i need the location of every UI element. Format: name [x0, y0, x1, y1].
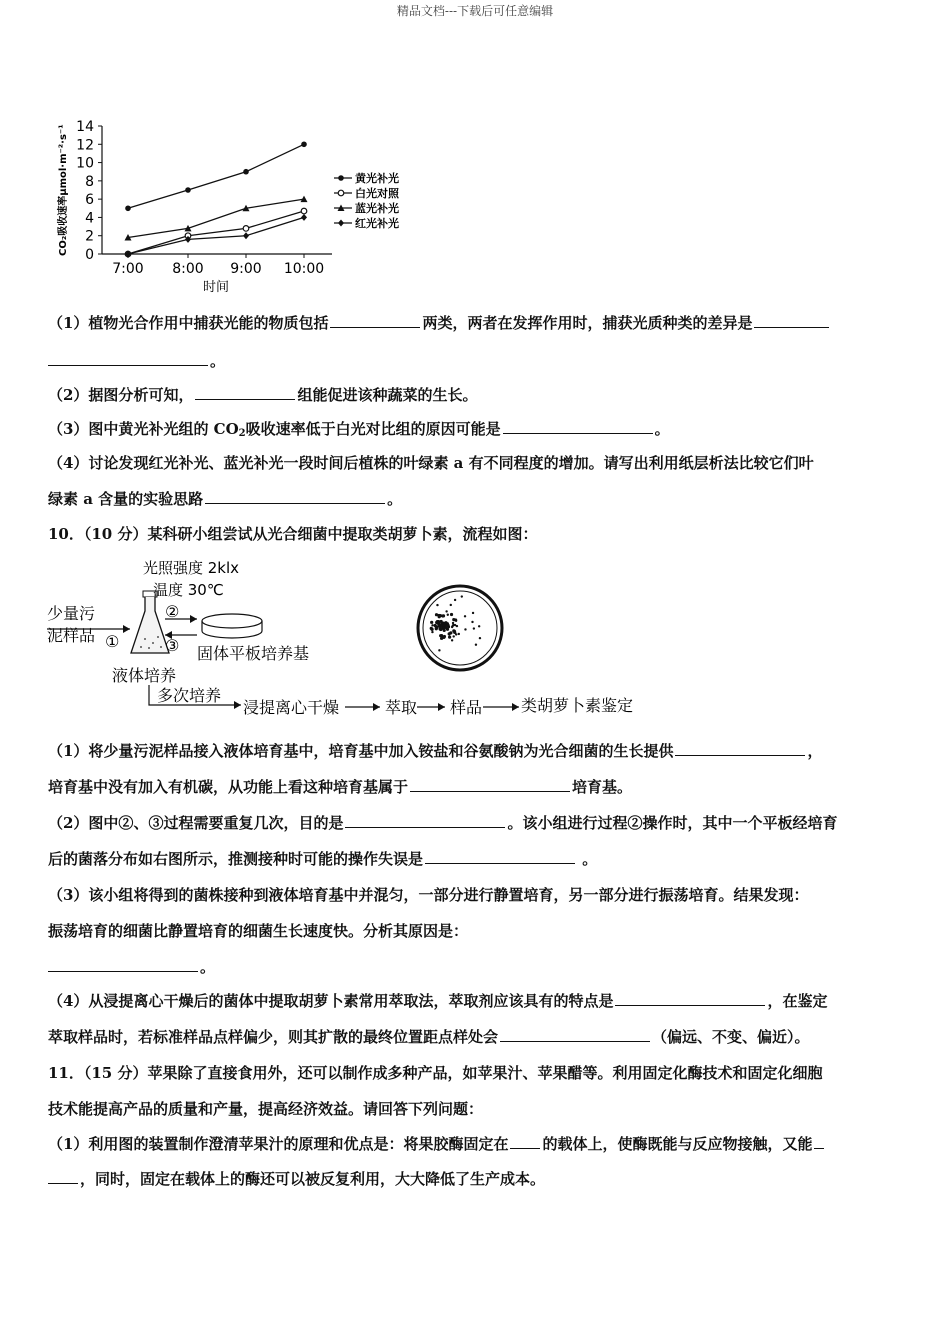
- blank[interactable]: [195, 386, 295, 400]
- colony-dot: [440, 624, 442, 626]
- q10-part3: （3）该小组将得到的菌株接种到液体培育基中并混匀，一部分进行静置培育，另一部分进行振荡培育。结果发现：: [48, 886, 809, 904]
- x-tick-label: 8:00: [172, 261, 204, 277]
- q10-p4-text-c: 萃取样品时，若标准样品点样偏少，则其扩散的最终位置距点样处会: [48, 1028, 499, 1046]
- data-point: [125, 205, 131, 211]
- multi-label: 多次培养: [157, 686, 222, 705]
- blank[interactable]: [205, 490, 385, 504]
- colony-dot: [449, 631, 452, 634]
- colony-dot: [441, 621, 443, 623]
- light-label: 光照强度 2klx: [143, 559, 240, 577]
- colony-dot: [443, 635, 446, 638]
- colony-dot: [464, 628, 466, 630]
- q9-p2-text-b: 组能促进该种蔬菜的生长。: [297, 386, 478, 404]
- y-tick-label: 2: [85, 228, 94, 245]
- x-tick-label: 7:00: [112, 261, 144, 277]
- q9-part3: [48, 418, 670, 439]
- data-point: [301, 214, 307, 221]
- colony-dot: [430, 621, 433, 624]
- q10-p2-text-b: 。该小组进行过程②操作时，其中一个平板经培育: [507, 814, 838, 832]
- q9-p4-text-b: 绿素 a 含量的实验思路: [48, 490, 204, 508]
- data-point: [243, 169, 249, 175]
- colony-dot: [471, 621, 473, 623]
- step-2: ②: [165, 602, 180, 621]
- q10-p4-text-d: （偏远、不变、偏近）。: [652, 1028, 810, 1046]
- colony-dot: [455, 633, 457, 635]
- x-axis-label: 时间: [202, 280, 230, 295]
- colony-dot: [458, 633, 460, 635]
- series-line: [128, 144, 304, 208]
- flow-step-4: 类胡萝卜素鉴定: [521, 696, 634, 715]
- blank[interactable]: [48, 958, 198, 972]
- q9-part1: [48, 312, 831, 333]
- colony-dot: [479, 637, 481, 639]
- y-axis-label: CO₂吸收速率μmol·m⁻²·s⁻¹: [58, 124, 69, 256]
- colony-dot: [435, 613, 438, 616]
- q10-p1-text-b: ，: [807, 742, 823, 760]
- colony-dot: [453, 635, 455, 637]
- q10-part4: [48, 990, 827, 1011]
- colony-dot: [450, 604, 452, 606]
- co2-line-chart: [50, 108, 430, 298]
- petri-dish-icon: [202, 614, 262, 638]
- colony-dot: [451, 639, 453, 641]
- blank[interactable]: [754, 314, 829, 328]
- legend-label: 红光补光: [355, 217, 399, 230]
- q10-p1-text-d: 培育基。: [572, 778, 633, 796]
- data-point: [301, 141, 307, 147]
- y-tick-label: 6: [85, 192, 94, 209]
- q10-part2-cont: [48, 848, 597, 869]
- q11-p1-text-b: 的载体上，使酶既能与反应物接触，又能: [542, 1135, 813, 1153]
- step-1: ①: [105, 632, 120, 651]
- flow-step-1: 浸提离心干燥: [243, 698, 340, 717]
- q11-p1-text-a: （1）利用图的装置制作澄清苹果汁的原理和优点是：将果胶酶固定在: [48, 1135, 509, 1153]
- colony-dot: [450, 613, 453, 616]
- q11-part1: [48, 1133, 826, 1154]
- legend-label: 蓝光补光: [355, 202, 399, 215]
- q9-p3-text-c: 。: [654, 420, 670, 438]
- x-tick-label: 10:00: [283, 261, 325, 277]
- blank[interactable]: [48, 1170, 78, 1184]
- blank[interactable]: [814, 1135, 824, 1149]
- colony-dot: [452, 622, 454, 624]
- q10-p2-text-d: 。: [577, 850, 598, 868]
- q10-p4-text-a: （4）从浸提离心干燥后的菌体中提取胡萝卜素常用萃取法，萃取剂应该具有的特点是: [48, 992, 614, 1010]
- blank[interactable]: [675, 742, 805, 756]
- q9-p3-text-b: 吸收速率低于白光对比组的原因可能是: [245, 420, 501, 438]
- colony-dot: [446, 624, 449, 627]
- blank[interactable]: [330, 314, 420, 328]
- colony-dot: [443, 628, 445, 630]
- colony-dot: [436, 625, 439, 628]
- colony-dot: [436, 604, 438, 606]
- colony-dot: [448, 636, 451, 639]
- colony-plate-icon: [418, 586, 502, 670]
- q9-p1-text-b: 两类，两者在发挥作用时，捕获光质种类的差异是: [422, 314, 753, 332]
- colony-dot: [436, 620, 439, 623]
- q9-p3-text-a: （3）图中黄光补光组的 CO: [48, 420, 239, 438]
- culture-flow-diagram: [45, 555, 685, 725]
- data-point: [338, 190, 344, 196]
- colony-dot: [431, 631, 433, 633]
- q10-part3-b: 振荡培育的细菌比静置培育的细菌生长速度快。分析其原因是：: [48, 922, 469, 940]
- blank[interactable]: [425, 850, 575, 864]
- q11-part1-cont: [48, 1168, 545, 1189]
- q9-part4-cont: [48, 488, 402, 509]
- blank[interactable]: [510, 1135, 540, 1149]
- y-tick-label: 8: [85, 173, 94, 190]
- colony-dot: [447, 614, 449, 616]
- q10-p3-text-c: 。: [200, 958, 216, 976]
- colony-dot: [455, 620, 457, 622]
- q11-title-2: 技术能提高产品的质量和产量，提高经济效益。请回答下列问题：: [48, 1100, 484, 1118]
- q10-p2-text-a: （2）图中②、③过程需要重复几次，目的是: [48, 814, 344, 832]
- colony-dot: [438, 649, 440, 651]
- q10-part2: [48, 812, 837, 833]
- q10-part1: [48, 740, 822, 761]
- liquid-label: 液体培养: [112, 666, 177, 685]
- series-line: [128, 217, 304, 254]
- colony-dot: [456, 625, 458, 627]
- temp-label: 温度 30℃: [153, 581, 224, 599]
- q11-p1-text-c: ，同时，固定在载体上的酶还可以被反复利用，大大降低了生产成本。: [80, 1170, 546, 1188]
- q9-p4-text-c: 。: [387, 490, 403, 508]
- q10-part4-cont: [48, 1026, 810, 1047]
- step-3: ③: [165, 636, 180, 655]
- q10-p1-text-a: （1）将少量污泥样品接入液体培育基中，培育基中加入铵盐和谷氨酸钠为光合细菌的生长提供: [48, 742, 674, 760]
- y-tick-label: 10: [76, 155, 94, 172]
- colony-dot: [440, 637, 443, 640]
- q9-part1-cont: [48, 350, 225, 371]
- q10-p2-text-c: 后的菌落分布如右图所示，推测接种时可能的操作失误是: [48, 850, 424, 868]
- colony-dot: [452, 625, 454, 627]
- plate-label: 固体平板培养基: [197, 644, 310, 663]
- x-tick-label: 9:00: [230, 261, 262, 277]
- blank[interactable]: [410, 778, 570, 792]
- colony-dot: [439, 614, 442, 617]
- legend-label: 黄光补光: [355, 172, 399, 185]
- blank[interactable]: [503, 420, 653, 434]
- y-tick-label: 0: [85, 247, 94, 263]
- y-tick-label: 4: [85, 210, 94, 227]
- colony-dot: [431, 624, 433, 626]
- q9-part2: [48, 384, 477, 405]
- data-point: [338, 175, 344, 181]
- colony-dot: [475, 644, 477, 646]
- q10-p4-text-b: ，在鉴定: [767, 992, 828, 1010]
- data-point: [301, 208, 307, 214]
- legend-label: 白光对照: [355, 187, 399, 200]
- q9-p1-text-c: 。: [210, 352, 226, 370]
- blank[interactable]: [500, 1028, 650, 1042]
- colony-dot: [439, 628, 442, 631]
- q10-title: 10．（10 分）某科研小组尝试从光合细菌中提取类胡萝卜素，流程如图：: [48, 525, 538, 543]
- q10-part3-c: [48, 956, 215, 977]
- colony-dot: [478, 625, 480, 627]
- colony-dot: [454, 599, 456, 601]
- flow-step-3: 样品: [450, 698, 483, 717]
- blank[interactable]: [48, 352, 208, 366]
- q9-p2-text-a: （2）据图分析可知，: [48, 386, 194, 404]
- colony-dot: [430, 627, 433, 630]
- colony-dot: [473, 627, 475, 629]
- data-point: [338, 220, 344, 227]
- sample-label: 少量污: [47, 604, 96, 623]
- data-point: [243, 226, 249, 232]
- colony-dot: [445, 610, 447, 612]
- q10-p1-text-c: 培育基中没有加入有机碳，从功能上看这种培育基属于: [48, 778, 409, 796]
- y-tick-label: 14: [76, 119, 94, 135]
- colony-dot: [441, 626, 443, 628]
- colony-dot: [443, 622, 446, 625]
- page-header: 精品文档---下载后可任意编辑: [396, 4, 554, 18]
- q9-part4: （4）讨论发现红光补光、蓝光补光一段时间后植株的叶绿素 a 有不同程度的增加。请写出利用纸层析法比较它们叶: [48, 454, 814, 472]
- y-tick-label: 12: [76, 137, 94, 154]
- colony-dot: [464, 615, 466, 617]
- q9-p3-sub: 2: [238, 428, 246, 439]
- blank[interactable]: [615, 992, 765, 1006]
- blank[interactable]: [345, 814, 505, 828]
- data-point: [243, 232, 249, 239]
- data-point: [185, 187, 191, 193]
- flow-step-2: 萃取: [385, 698, 418, 717]
- q9-p1-text-a: （1）植物光合作用中捕获光能的物质包括: [48, 314, 329, 332]
- colony-dot: [461, 595, 463, 597]
- q11-title: 11．（15 分）苹果除了直接食用外，还可以制作成多种产品，如苹果汁、苹果醋等。利用固定化酶技术和固定化细胞: [48, 1064, 823, 1082]
- flask-icon: [131, 591, 169, 653]
- sample-label-2: 泥样品: [47, 626, 96, 645]
- colony-dot: [472, 612, 474, 614]
- q10-part1-cont: [48, 776, 632, 797]
